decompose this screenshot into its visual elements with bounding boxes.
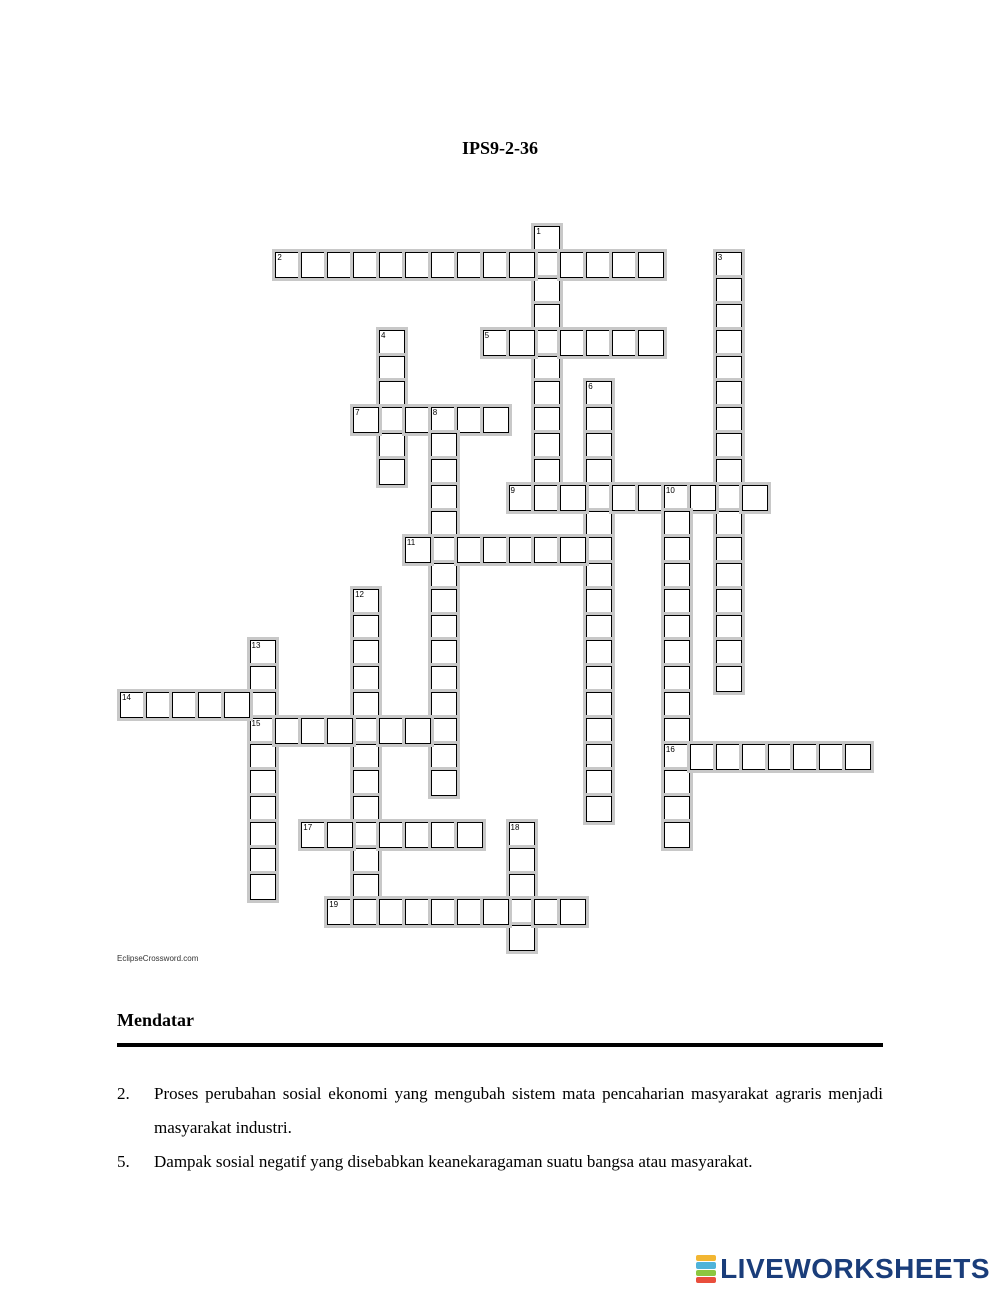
crossword-cell[interactable] [250, 848, 276, 874]
crossword-cell[interactable] [431, 822, 457, 848]
crossword-cell[interactable] [586, 563, 612, 589]
crossword-cell[interactable] [534, 356, 560, 382]
crossword-cell[interactable] [353, 407, 379, 433]
clue-number-label: 2 [277, 252, 282, 262]
crossword-cell[interactable] [250, 822, 276, 848]
crossword-cell[interactable] [353, 899, 379, 925]
crossword-cell[interactable] [664, 718, 690, 744]
crossword-cell[interactable] [716, 485, 742, 511]
crossword-cell[interactable] [379, 718, 405, 744]
crossword-cell[interactable] [612, 252, 638, 278]
clue-number: 5. [117, 1152, 130, 1171]
clue-number-label: 7 [355, 408, 360, 418]
crossword-cell[interactable] [431, 640, 457, 666]
crossword-cell[interactable] [560, 252, 586, 278]
crossword-cell[interactable] [327, 718, 353, 744]
crossword-cell[interactable] [431, 666, 457, 692]
crossword-cell[interactable] [793, 744, 819, 770]
clue-number-label: 13 [251, 641, 261, 651]
crossword-cell[interactable] [431, 718, 457, 744]
crossword-cell[interactable] [431, 563, 457, 589]
crossword-cell[interactable] [716, 744, 742, 770]
crossword-cell[interactable] [431, 615, 457, 641]
crossword-cell[interactable] [664, 640, 690, 666]
crossword-cell[interactable] [146, 692, 172, 718]
crossword-cell[interactable] [560, 537, 586, 563]
clue-number-label: 5 [484, 330, 490, 340]
crossword-cell[interactable] [379, 381, 405, 407]
crossword-cell[interactable] [509, 537, 535, 563]
clue-number-label: 18 [510, 822, 520, 832]
crossword-cell[interactable] [379, 356, 405, 382]
clue-number-label: 3 [717, 252, 723, 262]
crossword-cell[interactable] [716, 589, 742, 615]
crossword-cell[interactable] [664, 589, 690, 615]
crossword-cell[interactable] [509, 848, 535, 874]
crossword-cell[interactable] [224, 692, 250, 718]
crossword-cell[interactable] [716, 511, 742, 537]
crossword-cell[interactable] [353, 640, 379, 666]
crossword-cell[interactable] [586, 252, 612, 278]
crossword-cell[interactable] [431, 407, 457, 433]
crossword-cell[interactable] [716, 381, 742, 407]
crossword-cell[interactable] [483, 407, 509, 433]
crossword-cell[interactable] [509, 485, 535, 511]
crossword-cell[interactable] [509, 874, 535, 900]
crossword-cell[interactable] [586, 589, 612, 615]
crossword-cell[interactable] [379, 330, 405, 356]
crossword-cell[interactable] [664, 666, 690, 692]
crossword-cell[interactable] [534, 278, 560, 304]
crossword-cell[interactable] [457, 252, 483, 278]
crossword-cell[interactable] [664, 537, 690, 563]
clue-number-label: 9 [510, 486, 515, 495]
clue-item [117, 1145, 883, 1179]
clue-number-label: 16 [665, 745, 675, 754]
crossword-cell[interactable] [534, 381, 560, 407]
crossword-cell[interactable] [353, 822, 379, 848]
crossword-cell[interactable] [664, 615, 690, 641]
crossword-cell[interactable] [457, 407, 483, 433]
crossword-cell[interactable] [586, 718, 612, 744]
crossword-cell[interactable] [716, 640, 742, 666]
crossword-cell[interactable] [612, 330, 638, 356]
crossword-cell[interactable] [560, 330, 586, 356]
crossword-cell[interactable] [353, 770, 379, 796]
crossword-cell[interactable] [172, 692, 198, 718]
liveworksheets-icon [696, 1255, 716, 1283]
crossword-cell[interactable] [457, 822, 483, 848]
section-divider [117, 1043, 883, 1047]
crossword-cell[interactable] [586, 381, 612, 407]
crossword-cell[interactable] [353, 692, 379, 718]
crossword-cell[interactable] [405, 537, 431, 563]
clue-number-label: 4 [381, 330, 386, 340]
crossword-cell[interactable] [586, 744, 612, 770]
crossword-cell[interactable] [716, 563, 742, 589]
crossword-cell[interactable] [379, 252, 405, 278]
crossword-cell[interactable] [301, 822, 327, 848]
crossword-cell[interactable] [716, 433, 742, 459]
crossword-cell[interactable] [353, 718, 379, 744]
crossword-cell[interactable] [327, 899, 353, 925]
crossword-cell[interactable] [534, 330, 560, 356]
crossword-cell[interactable] [327, 252, 353, 278]
crossword-cell[interactable] [405, 899, 431, 925]
crossword-cell[interactable] [379, 433, 405, 459]
crossword-cell[interactable] [612, 485, 638, 511]
crossword-cell[interactable] [379, 459, 405, 485]
crossword-cell[interactable] [509, 330, 535, 356]
crossword-cell[interactable] [768, 744, 794, 770]
crossword-cell[interactable] [664, 744, 690, 770]
brand-logo [696, 1254, 990, 1284]
crossword-cell[interactable] [534, 537, 560, 563]
brand-name: LIVEWORKSHEETS [720, 1253, 990, 1284]
crossword-cell[interactable] [534, 252, 560, 278]
clue-number-label: 6 [588, 382, 593, 392]
crossword-cell[interactable] [120, 692, 146, 718]
clue-number-label: 17 [303, 822, 313, 832]
crossword-cell[interactable] [379, 899, 405, 925]
crossword-cell[interactable] [638, 330, 664, 356]
crossword-cell[interactable] [586, 666, 612, 692]
crossword-cell[interactable] [275, 718, 301, 744]
crossword-cell[interactable] [431, 537, 457, 563]
crossword-cell[interactable] [560, 899, 586, 925]
crossword-cell[interactable] [379, 822, 405, 848]
crossword-cell[interactable] [483, 537, 509, 563]
crossword-cell[interactable] [509, 822, 535, 848]
crossword-cell[interactable] [716, 330, 742, 356]
crossword-cell[interactable] [716, 407, 742, 433]
crossword-cell[interactable] [716, 356, 742, 382]
crossword-cell[interactable] [586, 485, 612, 511]
crossword-cell[interactable] [431, 459, 457, 485]
crossword-cell[interactable] [431, 589, 457, 615]
crossword-cell[interactable] [353, 252, 379, 278]
crossword-cell[interactable] [431, 433, 457, 459]
crossword-cell[interactable] [690, 744, 716, 770]
clue-item [117, 1077, 883, 1145]
crossword-cell[interactable] [405, 252, 431, 278]
crossword-cell[interactable] [250, 640, 276, 666]
crossword-cell[interactable] [664, 796, 690, 822]
crossword-cell[interactable] [534, 433, 560, 459]
crossword-cell[interactable] [379, 407, 405, 433]
crossword-cell[interactable] [353, 615, 379, 641]
crossword-cell[interactable] [431, 511, 457, 537]
crossword-cell[interactable] [664, 770, 690, 796]
crossword-cell[interactable] [483, 330, 509, 356]
crossword-cell[interactable] [716, 615, 742, 641]
crossword-cell[interactable] [716, 252, 742, 278]
crossword-cell[interactable] [483, 899, 509, 925]
clue-text: Proses perubahan sosial ekonomi yang mengubah sistem mata pencaharian masyarakat agraris menjadi masyarakat industri. [154, 1084, 883, 1137]
crossword-cell[interactable] [586, 537, 612, 563]
crossword-cell[interactable] [819, 744, 845, 770]
crossword-cell[interactable] [353, 874, 379, 900]
credit-text: EclipseCrossword.com [117, 954, 199, 963]
crossword-cell[interactable] [534, 407, 560, 433]
clue-number-label: 11 [406, 537, 416, 547]
clue-number-label: 15 [251, 719, 261, 729]
crossword-cell[interactable] [534, 459, 560, 485]
clue-number-label: 8 [432, 408, 438, 418]
crossword-cell[interactable] [534, 226, 560, 252]
crossword-cell[interactable] [716, 666, 742, 692]
crossword-cell[interactable] [327, 822, 353, 848]
crossword-cell[interactable] [716, 278, 742, 304]
clue-number-label: 19 [329, 900, 339, 910]
section-heading-mendatar: Mendatar [117, 1010, 194, 1030]
crossword-cell[interactable] [742, 744, 768, 770]
crossword-cell[interactable] [250, 744, 276, 770]
crossword-cell[interactable] [353, 744, 379, 770]
crossword-cell[interactable] [664, 822, 690, 848]
crossword-cell[interactable] [534, 899, 560, 925]
crossword-cell[interactable] [431, 692, 457, 718]
crossword-cell[interactable] [560, 485, 586, 511]
crossword-cell[interactable] [664, 692, 690, 718]
clue-text: Dampak sosial negatif yang disebabkan keanekaragaman suatu bangsa atau masyarakat. [154, 1152, 753, 1171]
crossword-cell[interactable] [353, 848, 379, 874]
crossword-cell[interactable] [250, 770, 276, 796]
clue-number-label: 14 [122, 693, 131, 703]
crossword-cell[interactable] [586, 459, 612, 485]
clue-number-label: 1 [536, 227, 541, 236]
crossword-cell[interactable] [301, 252, 327, 278]
crossword-cell[interactable] [586, 640, 612, 666]
crossword-cell[interactable] [586, 615, 612, 641]
crossword-cell[interactable] [534, 304, 560, 330]
crossword-cell[interactable] [431, 252, 457, 278]
crossword-cell[interactable] [509, 925, 535, 951]
crossword-cell[interactable] [431, 485, 457, 511]
crossword-cell[interactable] [353, 589, 379, 615]
crossword-cell[interactable] [586, 330, 612, 356]
crossword-cell[interactable] [250, 666, 276, 692]
crossword-cell[interactable] [716, 537, 742, 563]
crossword-cell[interactable] [586, 796, 612, 822]
crossword-cell[interactable] [457, 899, 483, 925]
crossword-cell[interactable] [250, 796, 276, 822]
crossword-cell[interactable] [638, 252, 664, 278]
clue-number-label: 12 [355, 589, 364, 599]
crossword-cell[interactable] [586, 692, 612, 718]
crossword-cell[interactable] [534, 485, 560, 511]
page-title: IPS9-2-36 [462, 138, 538, 158]
crossword-cell[interactable] [509, 899, 535, 925]
crossword-cell[interactable] [586, 433, 612, 459]
crossword-cell[interactable] [664, 511, 690, 537]
crossword-cell[interactable] [586, 770, 612, 796]
crossword-cell[interactable] [405, 822, 431, 848]
crossword-cell[interactable] [250, 874, 276, 900]
crossword-cell[interactable] [690, 485, 716, 511]
clue-number-label: 10 [665, 486, 675, 495]
crossword-cell[interactable] [353, 796, 379, 822]
crossword-cell[interactable] [457, 537, 483, 563]
crossword-cell[interactable] [301, 718, 327, 744]
crossword-cell[interactable] [405, 407, 431, 433]
clue-number: 2. [117, 1084, 130, 1103]
crossword-cell[interactable] [509, 252, 535, 278]
crossword-cell[interactable] [275, 252, 301, 278]
crossword-cell[interactable] [250, 692, 276, 718]
crossword-cell[interactable] [664, 563, 690, 589]
crossword-cell[interactable] [716, 459, 742, 485]
crossword-cell[interactable] [586, 511, 612, 537]
crossword-cell[interactable] [198, 692, 224, 718]
crossword-cell[interactable] [742, 485, 768, 511]
crossword-cell[interactable] [638, 485, 664, 511]
crossword-cell[interactable] [431, 744, 457, 770]
crossword-cell[interactable] [664, 485, 690, 511]
crossword-cell[interactable] [586, 407, 612, 433]
crossword-cell[interactable] [431, 899, 457, 925]
crossword-cell[interactable] [845, 744, 871, 770]
crossword-cell[interactable] [431, 770, 457, 796]
crossword-cell[interactable] [716, 304, 742, 330]
crossword-cell[interactable] [353, 666, 379, 692]
crossword-cell[interactable] [483, 252, 509, 278]
crossword-cell[interactable] [250, 718, 276, 744]
crossword-cell[interactable] [405, 718, 431, 744]
